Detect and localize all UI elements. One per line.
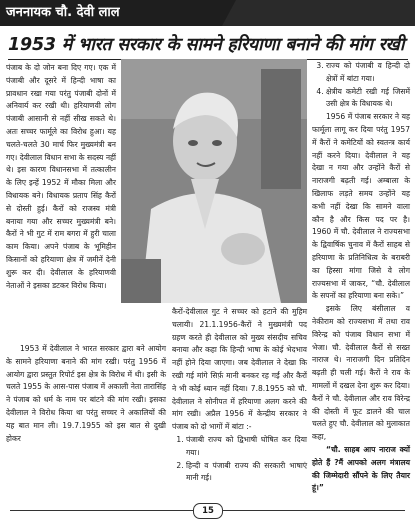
article-title: 1953 में भारत सरकार के सामने हरियाणा बनाने की मांग रखी — [8, 32, 408, 60]
right-column — [312, 60, 410, 495]
header-notch — [222, 0, 236, 26]
list-item: 2. हिन्दी व पंजाबी राज्य की सरकारी भाषाएं मानी गई। — [186, 460, 307, 486]
left-top-paragraph: पंजाब के दो जोन बना दिए गए। एक में पंजाबी और दूसरे में हिन्दी भाषा का प्रावधान रखा गया परंतु पंजाबी दोनों में अनिवार्य कर रखी थी। हरियाणवी लोग पंजाबी आसानी से नहीं सीख सकते थे। अतः सच्चर फार्मूले का विरोध हुआ। यह चलते-चलते 30 मार्च फिर मुख्यमंत्री बन गए। देवीलाल विधान सभा के सदस्य नहीं थे। इस कारण विधानसभा में तत्कालीन के लिए इन्हें 1952 में मौका मिला और विधायक बने। विधायक प्रताप सिंह कैरों से दोस्ती हुई। कैरों को राजस्व मंत्री बनाया गया और सच्चर मुख्यमंत्री बने। कैरों ने भी गुट में राम बगरा में हुरी चाला काम किया। अपने पंजाब के भूमिहीन किसानों को हरियाणा क्षेत्र में जमीनें देनी शुरू कर दी। देवीलाल के हरियाणवी नेताओं ने इसका डटकर विरोध किया। — [6, 63, 116, 290]
list-item: 1. पंजाबी राज्य को द्विभाषी घोषित कर दिया गया। — [186, 434, 307, 460]
header-bar — [0, 0, 415, 26]
page-number: 15 — [193, 503, 223, 519]
right-paragraph: इसके लिए बंसीलाल व नेकीराम को राज्यसभा में तथा राव विरेन्द्र को पंजाब विधान सभा में भेजा। चौ. देवीलाल कैरों से सख्त नाराज थे। नाराजगी दिन प्रतिदिन बढ़ती ही चली गई। कैरों ने राव के मामलों में दखल देना शुरू कर दिया। कैरों ने चौ. देवीलाल और राव विरेन्द्र की दोस्ती में फूट डालने की चाल चलते हुए चौ. देवीलाल को मुलाकात कहा, — [312, 304, 410, 442]
mid-paragraph: कैरों-देवीलाल गुट ने सच्चर को हटाने की मुहिम चलायी। 21.1.1956-कैरों ने मुख्यमंत्री पद ग्रहण करते ही देवीलाल को मुख्य संसदीय सचिव बनाया और कहा कि हिन्दी भाषा के कोई भेदभाव नहीं होने दिया जाएगा। जब देवीलाल ने देखा कि रखी गई मांगे सिर्फ़ मानी बनकर रह गईं और कैरों ने भी कोई ध्यान नहीं दिया। 7.8.1955 को चौ. देवीलाल ने सोनीपत में हरियाणा अलग करने की मांग रखी। अप्रैल 1956 में केन्द्रीय सरकार ने पंजाब को दो भागों में बांटा :- — [172, 307, 307, 432]
middle-column — [172, 306, 307, 485]
right-paragraph: 1956 में पंजाब सरकार ने यह फार्मूला लागू कर दिया परंतु 1957 में कैरों ने कमेटियों को स्वतन्त्र कार्य नहीं करने दिया। देवीलाल ने यह देखा न गया और उन्होंने कैरों से नाराजगी बढ़ती गई। अम्बाला के खिलाफ लड़ते समय उन्होंने यह कभी नहीं देखा कि सामने वाला कौन है और किस पद पर है। 1960 में चौ. देवीलाल ने राज्यसभा के द्विवार्षिक चुनाव में कैरों साहब से हरियाणा के प्रतिनिधित्व के बराबरी का हिस्सा मांगा जिसे वे लोग राज्यसभा में जाकर, “चौ. देवीलाल के सपनों का हरियाणा बना सके।” — [312, 112, 410, 301]
header-label: जननायक चौ. देवी लाल — [0, 0, 222, 26]
right-quote: “चौ. साहब आप नाराज क्यों होते हैं ?मैं आपको अलग मंत्रालय की जिम्मेदारी सौंपने के लिए तैयार हूं।” — [312, 444, 410, 493]
portrait-photo — [121, 59, 307, 303]
photo-illustration — [121, 59, 307, 303]
left-bottom-paragraph: 1953 में देवीलाल ने भारत सरकार द्वारा बने आयोग के सामने हरियाणा बनाने की मांग रखी। परंतु 1956 में आयोग द्वारा प्रस्तुत रिपोर्ट इस क्षेत्र के विरोध में थी। इसी के चलते 1955 के आस-पास पंजाब में अकाली नेता तारासिंह ने पंजाब को धर्म के नाम पर बांटने की मांग रखी। इसका देवीलाल ने विरोध किया था परंतु सच्चर ने अकालियों की यह बात मान ली। 19.7.1955 को इस बात से दुखी होकर — [6, 344, 166, 443]
mid-list — [172, 434, 307, 485]
list-item: 4. क्षेत्रीय कमेटी रखी गई जिसमें उसी क्षेत्र के विधायक थे। — [326, 86, 410, 112]
left-column-bottom — [6, 343, 166, 445]
left-column-top — [6, 62, 116, 292]
right-list — [312, 60, 410, 111]
list-item: 3. राज्य को पंजाबी व हिन्दी दो क्षेत्रों में बांटा गया। — [326, 60, 410, 86]
